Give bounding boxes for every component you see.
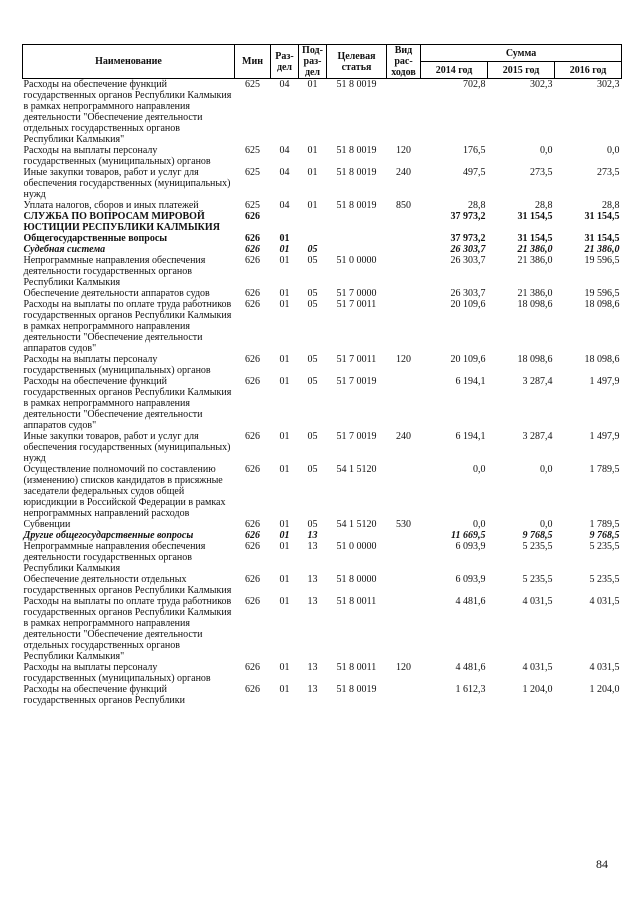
row-sum-2015-cell: 21 386,0	[517, 288, 553, 299]
table-header	[23, 45, 622, 79]
header-2016: 2016 год	[555, 62, 622, 79]
row-sum-2015-cell: 18 098,6	[517, 354, 553, 365]
table-row	[23, 299, 622, 354]
row-sum-2014-cell: 6 093,9	[455, 574, 486, 585]
row-target-cell: 51 8 0019	[336, 79, 377, 90]
row-sum-2014-cell: 1 612,3	[455, 684, 486, 695]
row-min-cell: 626	[245, 233, 260, 244]
row-podrazdel-cell	[299, 211, 327, 233]
row-razdel-cell: 01	[279, 541, 290, 552]
row-razdel-cell	[271, 211, 299, 233]
row-podrazdel-cell: 05	[307, 244, 318, 255]
row-sum-2015-cell: 4 031,5	[522, 596, 553, 607]
row-name-cell: Непрограммные направления обеспечения деятельности государственных органов Республики Калмыкия	[23, 255, 206, 288]
row-min-cell: 626	[245, 354, 260, 365]
header-2014: 2014 год	[421, 62, 488, 79]
table-row	[23, 596, 622, 662]
row-name-cell: Расходы на выплаты по оплате труда работников государственных органов Республики Калмыкия в рамках непрограммного направления деятельности "Обеспечение деятельности аппаратов судов"	[23, 299, 232, 354]
row-sum-2015-cell: 21 386,0	[517, 255, 553, 266]
row-vid-cell	[387, 541, 421, 574]
row-podrazdel-cell: 13	[307, 662, 318, 673]
row-target-cell	[327, 244, 387, 255]
row-name-cell: Уплата налогов, сборов и иных платежей	[23, 200, 199, 211]
row-min-cell: 626	[245, 574, 260, 585]
row-vid-cell	[387, 684, 421, 706]
row-sum-2016-cell: 1 497,9	[589, 376, 620, 387]
row-podrazdel-cell: 13	[307, 574, 318, 585]
table-row	[23, 574, 622, 596]
row-sum-2016-cell: 9 768,5	[589, 530, 620, 541]
page-number: 84	[596, 857, 608, 871]
row-sum-2014-cell: 6 093,9	[455, 541, 486, 552]
row-razdel-cell: 04	[279, 200, 290, 211]
table-row	[23, 233, 622, 244]
row-sum-2015-cell: 31 154,5	[517, 233, 553, 244]
row-podrazdel-cell: 05	[307, 376, 318, 387]
row-sum-2014-cell: 26 303,7	[450, 244, 486, 255]
row-sum-2015-cell: 31 154,5	[517, 211, 553, 222]
row-sum-2015-cell: 21 386,0	[517, 244, 553, 255]
row-target-cell: 51 7 0011	[336, 354, 377, 365]
row-name-cell: Расходы на обеспечение функций государственных органов Республики Калмыкия в рамках непрограммного направления деятельности "Обеспечение деятельности отдельных государственных органов Республики Калмыкия"	[23, 79, 232, 145]
row-sum-2016-cell: 18 098,6	[584, 354, 620, 365]
row-vid-cell	[387, 464, 421, 519]
row-name-cell: Расходы на выплаты персоналу государственных (муниципальных) органов	[23, 145, 211, 167]
budget-table	[22, 44, 622, 706]
header-2015: 2015 год	[488, 62, 555, 79]
row-vid-cell	[387, 574, 421, 596]
row-sum-2014-cell: 0,0	[473, 464, 486, 475]
row-name-cell: Обеспечение деятельности отдельных государственных органов Республики Калмыкия	[23, 574, 232, 596]
row-name-cell: Расходы на выплаты персоналу государственных (муниципальных) органов	[23, 662, 211, 684]
row-vid-cell	[387, 376, 421, 431]
row-target-cell: 51 8 0019	[336, 145, 377, 156]
row-target-cell: 51 8 0019	[336, 200, 377, 211]
table-row	[23, 79, 622, 146]
header-podrazdel: Под-раз-дел	[299, 45, 327, 79]
row-vid-cell	[387, 244, 421, 255]
row-podrazdel-cell: 13	[307, 684, 318, 695]
table-row	[23, 167, 622, 200]
row-sum-2016-cell: 28,8	[602, 200, 620, 211]
row-sum-2016-cell: 19 596,5	[584, 288, 620, 299]
row-podrazdel-cell: 05	[307, 255, 318, 266]
row-vid-cell	[387, 255, 421, 288]
table-row	[23, 662, 622, 684]
row-razdel-cell: 01	[279, 519, 290, 530]
row-min-cell: 626	[245, 596, 260, 607]
row-sum-2014-cell: 176,5	[463, 145, 486, 156]
row-sum-2016-cell: 1 789,5	[589, 464, 620, 475]
row-target-cell: 51 7 0011	[336, 299, 377, 310]
row-min-cell: 626	[245, 519, 260, 530]
row-target-cell: 51 8 0019	[336, 167, 377, 178]
header-name: Наименование	[23, 45, 235, 79]
row-target-cell: 54 1 5120	[336, 464, 377, 475]
row-min-cell: 626	[245, 541, 260, 552]
row-target-cell: 51 7 0019	[336, 376, 377, 387]
row-min-cell: 625	[245, 145, 260, 156]
row-podrazdel-cell: 01	[307, 167, 318, 178]
row-target-cell	[327, 233, 387, 244]
header-vid: Вид рас-ходов	[387, 45, 421, 79]
row-sum-2014-cell: 11 669,5	[451, 530, 486, 541]
row-target-cell: 51 7 0019	[336, 431, 377, 442]
row-sum-2016-cell: 1 497,9	[589, 431, 620, 442]
row-min-cell: 626	[245, 376, 260, 387]
row-sum-2015-cell: 3 287,4	[522, 376, 553, 387]
row-razdel-cell: 01	[279, 288, 290, 299]
row-target-cell: 51 8 0019	[336, 684, 377, 695]
row-min-cell: 626	[245, 431, 260, 442]
row-vid-cell: 120	[396, 354, 411, 365]
row-podrazdel-cell: 05	[307, 464, 318, 475]
row-razdel-cell: 04	[279, 79, 290, 90]
table-row	[23, 255, 622, 288]
row-razdel-cell: 01	[279, 530, 290, 541]
row-min-cell: 625	[245, 200, 260, 211]
row-podrazdel-cell: 05	[307, 431, 318, 442]
row-podrazdel-cell	[299, 233, 327, 244]
table-row	[23, 211, 622, 233]
row-name-cell: Иные закупки товаров, работ и услуг для обеспечения государственных (муниципальных) нужд	[23, 167, 231, 200]
row-vid-cell: 850	[396, 200, 411, 211]
row-name-cell: Иные закупки товаров, работ и услуг для обеспечения государственных (муниципальных) нужд	[23, 431, 231, 464]
row-razdel-cell: 01	[279, 244, 290, 255]
table-row	[23, 145, 622, 167]
row-name-cell: Расходы на обеспечение функций государственных органов Республики	[23, 684, 185, 706]
row-razdel-cell: 01	[279, 662, 290, 673]
row-sum-2014-cell: 6 194,1	[455, 431, 486, 442]
row-vid-cell: 240	[396, 167, 411, 178]
row-sum-2016-cell: 1 204,0	[589, 684, 620, 695]
row-podrazdel-cell: 01	[307, 145, 318, 156]
row-vid-cell	[387, 530, 421, 541]
table-row	[23, 200, 622, 211]
row-vid-cell: 120	[396, 145, 411, 156]
row-sum-2016-cell: 31 154,5	[584, 211, 620, 222]
row-min-cell: 626	[245, 662, 260, 673]
row-vid-cell	[387, 211, 421, 233]
header-min: Мин	[235, 45, 271, 79]
row-name-cell: Расходы на выплаты по оплате труда работников государственных органов Республики Калмыкия в рамках непрограммного направления деятельности "Обеспечение деятельности отдельных государственных органов Республики Калмыкия"	[23, 596, 232, 662]
row-podrazdel-cell: 05	[307, 288, 318, 299]
table-row	[23, 530, 622, 541]
row-target-cell: 51 8 0011	[336, 662, 377, 673]
row-min-cell: 626	[245, 299, 260, 310]
row-sum-2016-cell: 273,5	[597, 167, 620, 178]
table-row	[23, 684, 622, 706]
row-sum-2014-cell: 28,8	[468, 200, 486, 211]
row-sum-2015-cell: 18 098,6	[517, 299, 553, 310]
row-razdel-cell: 01	[279, 376, 290, 387]
row-min-cell: 626	[245, 288, 260, 299]
row-sum-2014-cell: 6 194,1	[455, 376, 486, 387]
row-name-cell: Судебная система	[23, 244, 106, 255]
table-row	[23, 288, 622, 299]
row-sum-2015-cell: 0,0	[540, 145, 553, 156]
row-target-cell	[327, 530, 387, 541]
row-podrazdel-cell: 05	[307, 519, 318, 530]
row-vid-cell	[387, 233, 421, 244]
row-sum-2016-cell: 18 098,6	[584, 299, 620, 310]
row-name-cell: Непрограммные направления обеспечения деятельности государственных органов Республики Калмыкия	[23, 541, 206, 574]
row-vid-cell: 530	[396, 519, 411, 530]
table-row	[23, 376, 622, 431]
row-sum-2014-cell: 4 481,6	[455, 596, 486, 607]
row-sum-2014-cell: 20 109,6	[450, 354, 486, 365]
row-vid-cell	[387, 288, 421, 299]
row-sum-2015-cell: 9 768,5	[522, 530, 553, 541]
table-body	[23, 79, 622, 707]
header-sum: Сумма	[421, 45, 622, 62]
row-vid-cell	[387, 79, 421, 146]
row-sum-2014-cell: 26 303,7	[450, 255, 486, 266]
header-target: Целевая статья	[327, 45, 387, 79]
row-min-cell: 626	[245, 530, 260, 541]
row-sum-2016-cell: 4 031,5	[589, 596, 620, 607]
row-sum-2016-cell: 0,0	[607, 145, 620, 156]
row-sum-2016-cell: 31 154,5	[584, 233, 620, 244]
row-razdel-cell: 01	[279, 464, 290, 475]
row-sum-2015-cell: 28,8	[535, 200, 553, 211]
row-sum-2015-cell: 0,0	[540, 464, 553, 475]
row-min-cell: 626	[245, 464, 260, 475]
row-podrazdel-cell: 13	[307, 596, 318, 607]
row-min-cell: 626	[245, 244, 260, 255]
row-vid-cell	[387, 299, 421, 354]
row-sum-2016-cell: 1 789,5	[589, 519, 620, 530]
row-sum-2015-cell: 0,0	[540, 519, 553, 530]
row-name-cell: Субвенции	[23, 519, 71, 530]
row-razdel-cell: 01	[279, 354, 290, 365]
row-razdel-cell: 01	[279, 596, 290, 607]
row-podrazdel-cell: 05	[307, 354, 318, 365]
row-sum-2015-cell: 1 204,0	[522, 684, 553, 695]
table-row	[23, 464, 622, 519]
row-razdel-cell: 01	[279, 431, 290, 442]
row-sum-2014-cell: 26 303,7	[450, 288, 486, 299]
table-row	[23, 519, 622, 530]
row-sum-2015-cell: 5 235,5	[522, 541, 553, 552]
row-vid-cell: 120	[396, 662, 411, 673]
row-razdel-cell: 01	[279, 255, 290, 266]
row-sum-2016-cell: 21 386,0	[584, 244, 620, 255]
row-target-cell: 54 1 5120	[336, 519, 377, 530]
row-name-cell: Другие общегосударственные вопросы	[23, 530, 194, 541]
row-podrazdel-cell: 05	[307, 299, 318, 310]
row-sum-2015-cell: 273,5	[530, 167, 553, 178]
row-target-cell: 51 8 0011	[336, 596, 377, 607]
row-razdel-cell: 01	[279, 299, 290, 310]
row-razdel-cell: 04	[279, 167, 290, 178]
row-sum-2015-cell: 302,3	[530, 79, 553, 90]
header-razdel: Раз-дел	[271, 45, 299, 79]
row-name-cell: Общегосударственные вопросы	[23, 233, 168, 244]
row-sum-2014-cell: 20 109,6	[450, 299, 486, 310]
row-sum-2014-cell: 497,5	[463, 167, 486, 178]
table-row	[23, 541, 622, 574]
row-target-cell: 51 0 0000	[336, 255, 377, 266]
row-podrazdel-cell: 13	[307, 541, 318, 552]
row-razdel-cell: 04	[279, 145, 290, 156]
row-min-cell: 625	[245, 79, 260, 90]
row-vid-cell	[387, 596, 421, 662]
row-sum-2015-cell: 5 235,5	[522, 574, 553, 585]
row-podrazdel-cell: 01	[307, 79, 318, 90]
row-name-cell: Осуществление полномочий по составлению (изменению) списков кандидатов в присяжные заседатели федеральных судов общей юрисдикции в Российской Федерации в рамках непрограммных направлений расходов	[23, 464, 226, 519]
row-name-cell: Расходы на выплаты персоналу государственных (муниципальных) органов	[23, 354, 211, 376]
table-row	[23, 244, 622, 255]
row-sum-2014-cell: 4 481,6	[455, 662, 486, 673]
row-sum-2014-cell: 37 973,2	[450, 211, 486, 222]
row-podrazdel-cell: 01	[307, 200, 318, 211]
row-razdel-cell: 01	[279, 684, 290, 695]
row-min-cell: 626	[245, 255, 260, 266]
row-min-cell: 626	[245, 684, 260, 695]
row-razdel-cell: 01	[279, 574, 290, 585]
row-sum-2016-cell: 5 235,5	[589, 574, 620, 585]
row-sum-2015-cell: 4 031,5	[522, 662, 553, 673]
row-sum-2016-cell: 302,3	[597, 79, 620, 90]
row-razdel-cell: 01	[279, 233, 290, 244]
row-target-cell: 51 0 0000	[336, 541, 377, 552]
row-target-cell: 51 7 0000	[336, 288, 377, 299]
row-sum-2016-cell: 5 235,5	[589, 541, 620, 552]
row-sum-2016-cell: 19 596,5	[584, 255, 620, 266]
row-target-cell: 51 8 0000	[336, 574, 377, 585]
row-podrazdel-cell: 13	[307, 530, 318, 541]
row-sum-2014-cell: 702,8	[463, 79, 486, 90]
row-sum-2014-cell: 0,0	[473, 519, 486, 530]
row-vid-cell: 240	[396, 431, 411, 442]
row-sum-2015-cell: 3 287,4	[522, 431, 553, 442]
row-sum-2014-cell: 37 973,2	[450, 233, 486, 244]
row-name-cell: Расходы на обеспечение функций государственных органов Республики Калмыкия в рамках непрограммного направления деятельности "Обеспечение деятельности аппаратов судов"	[23, 376, 232, 431]
row-target-cell	[327, 211, 387, 233]
row-name-cell: СЛУЖБА ПО ВОПРОСАМ МИРОВОЙ ЮСТИЦИИ РЕСПУБЛИКИ КАЛМЫКИЯ	[23, 211, 220, 233]
row-min-cell: 625	[245, 167, 260, 178]
row-name-cell: Обеспечение деятельности аппаратов судов	[23, 288, 210, 299]
row-min-cell: 626	[245, 211, 260, 222]
row-sum-2016-cell: 4 031,5	[589, 662, 620, 673]
table-row	[23, 354, 622, 376]
table-row	[23, 431, 622, 464]
